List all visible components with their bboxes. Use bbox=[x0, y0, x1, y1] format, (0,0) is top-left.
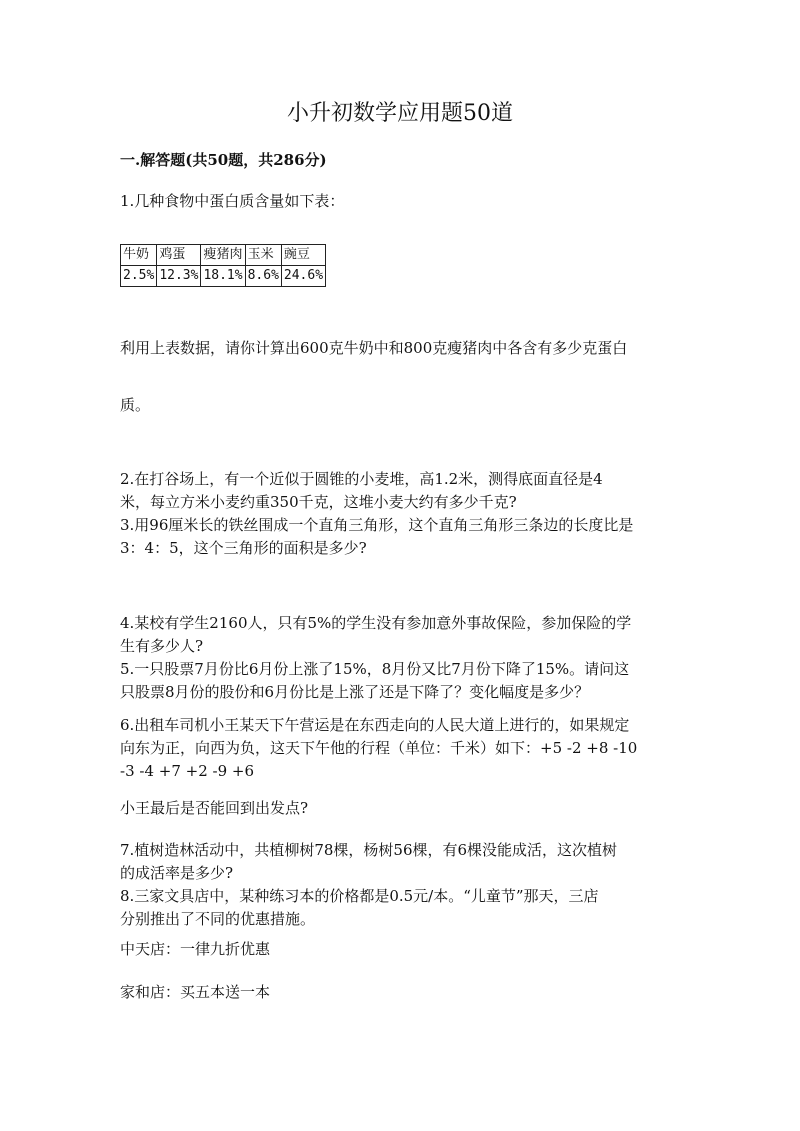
questions-7-8: 7.植树造林活动中，共植柳树78棵，杨树56棵，有6棵没能成活，这次植树 的成活率是多少? 8.三家文具店中，某种练习本的价格都是0.5元/本。“儿童节”那天，三店 分别推出了不同的优惠措施。 bbox=[120, 841, 618, 928]
page-title: 小升初数学应用题50道 bbox=[287, 101, 513, 126]
question-6: 6.出租车司机小王某天下午营运是在东西走向的人民大道上进行的，如果规定 向东为正，向西为负，这天下午他的行程（单位：千米）如下：+5 -2 +8 -10 -3 -4 +7 +2 -9 +6 bbox=[120, 716, 638, 780]
questions-2-3: 2.在打谷场上，有一个近似于圆锥的小麦堆，高1.2米，测得底面直径是4 米，每立方米小麦约重350千克，这堆小麦大约有多少千克? 3.用96厘米长的铁丝围成一个直角三角形，这个直角三角形三条边的长度比是 3：4：5，这个三角形的面积是多少? bbox=[120, 470, 634, 557]
table-header-cell: 豌豆 bbox=[281, 245, 325, 266]
table-cell: 12.3% bbox=[157, 266, 201, 287]
table-cell: 18.1% bbox=[201, 266, 245, 287]
table-header-cell: 玉米 bbox=[245, 245, 281, 266]
table-cell: 8.6% bbox=[245, 266, 281, 287]
question-6-followup: 小王最后是否能回到出发点? bbox=[120, 799, 309, 817]
table-header-cell: 瘦猪肉 bbox=[201, 245, 245, 266]
store-offer-1: 中天店：一律九折优惠 bbox=[120, 940, 271, 958]
table-header-cell: 牛奶 bbox=[121, 245, 157, 266]
question-1-text: 利用上表数据，请你计算出600克牛奶中和800克瘦猪肉中各含有多少克蛋白 bbox=[120, 339, 628, 357]
table-row bbox=[121, 266, 326, 287]
question-1-text-continued: 质。 bbox=[120, 396, 151, 414]
table-cell: 2.5% bbox=[121, 266, 157, 287]
questions-4-5: 4.某校有学生2160人，只有5%的学生没有参加意外事故保险，参加保险的学 生有多少人? 5.一只股票7月份比6月份上涨了15%，8月份又比7月份下降了15%。请问这 只股票8月份的股份和6月份比是上涨了还是下降了？变化幅度是多少？ bbox=[120, 614, 632, 701]
protein-table bbox=[120, 244, 326, 287]
table-header-cell: 鸡蛋 bbox=[157, 245, 201, 266]
question-1-intro: 1.几种食物中蛋白质含量如下表： bbox=[120, 192, 345, 210]
section-heading: 一.解答题(共50题，共286分) bbox=[120, 151, 327, 169]
table-cell: 24.6% bbox=[281, 266, 325, 287]
table-header-row bbox=[121, 245, 326, 266]
store-offer-2: 家和店：买五本送一本 bbox=[120, 983, 271, 1001]
